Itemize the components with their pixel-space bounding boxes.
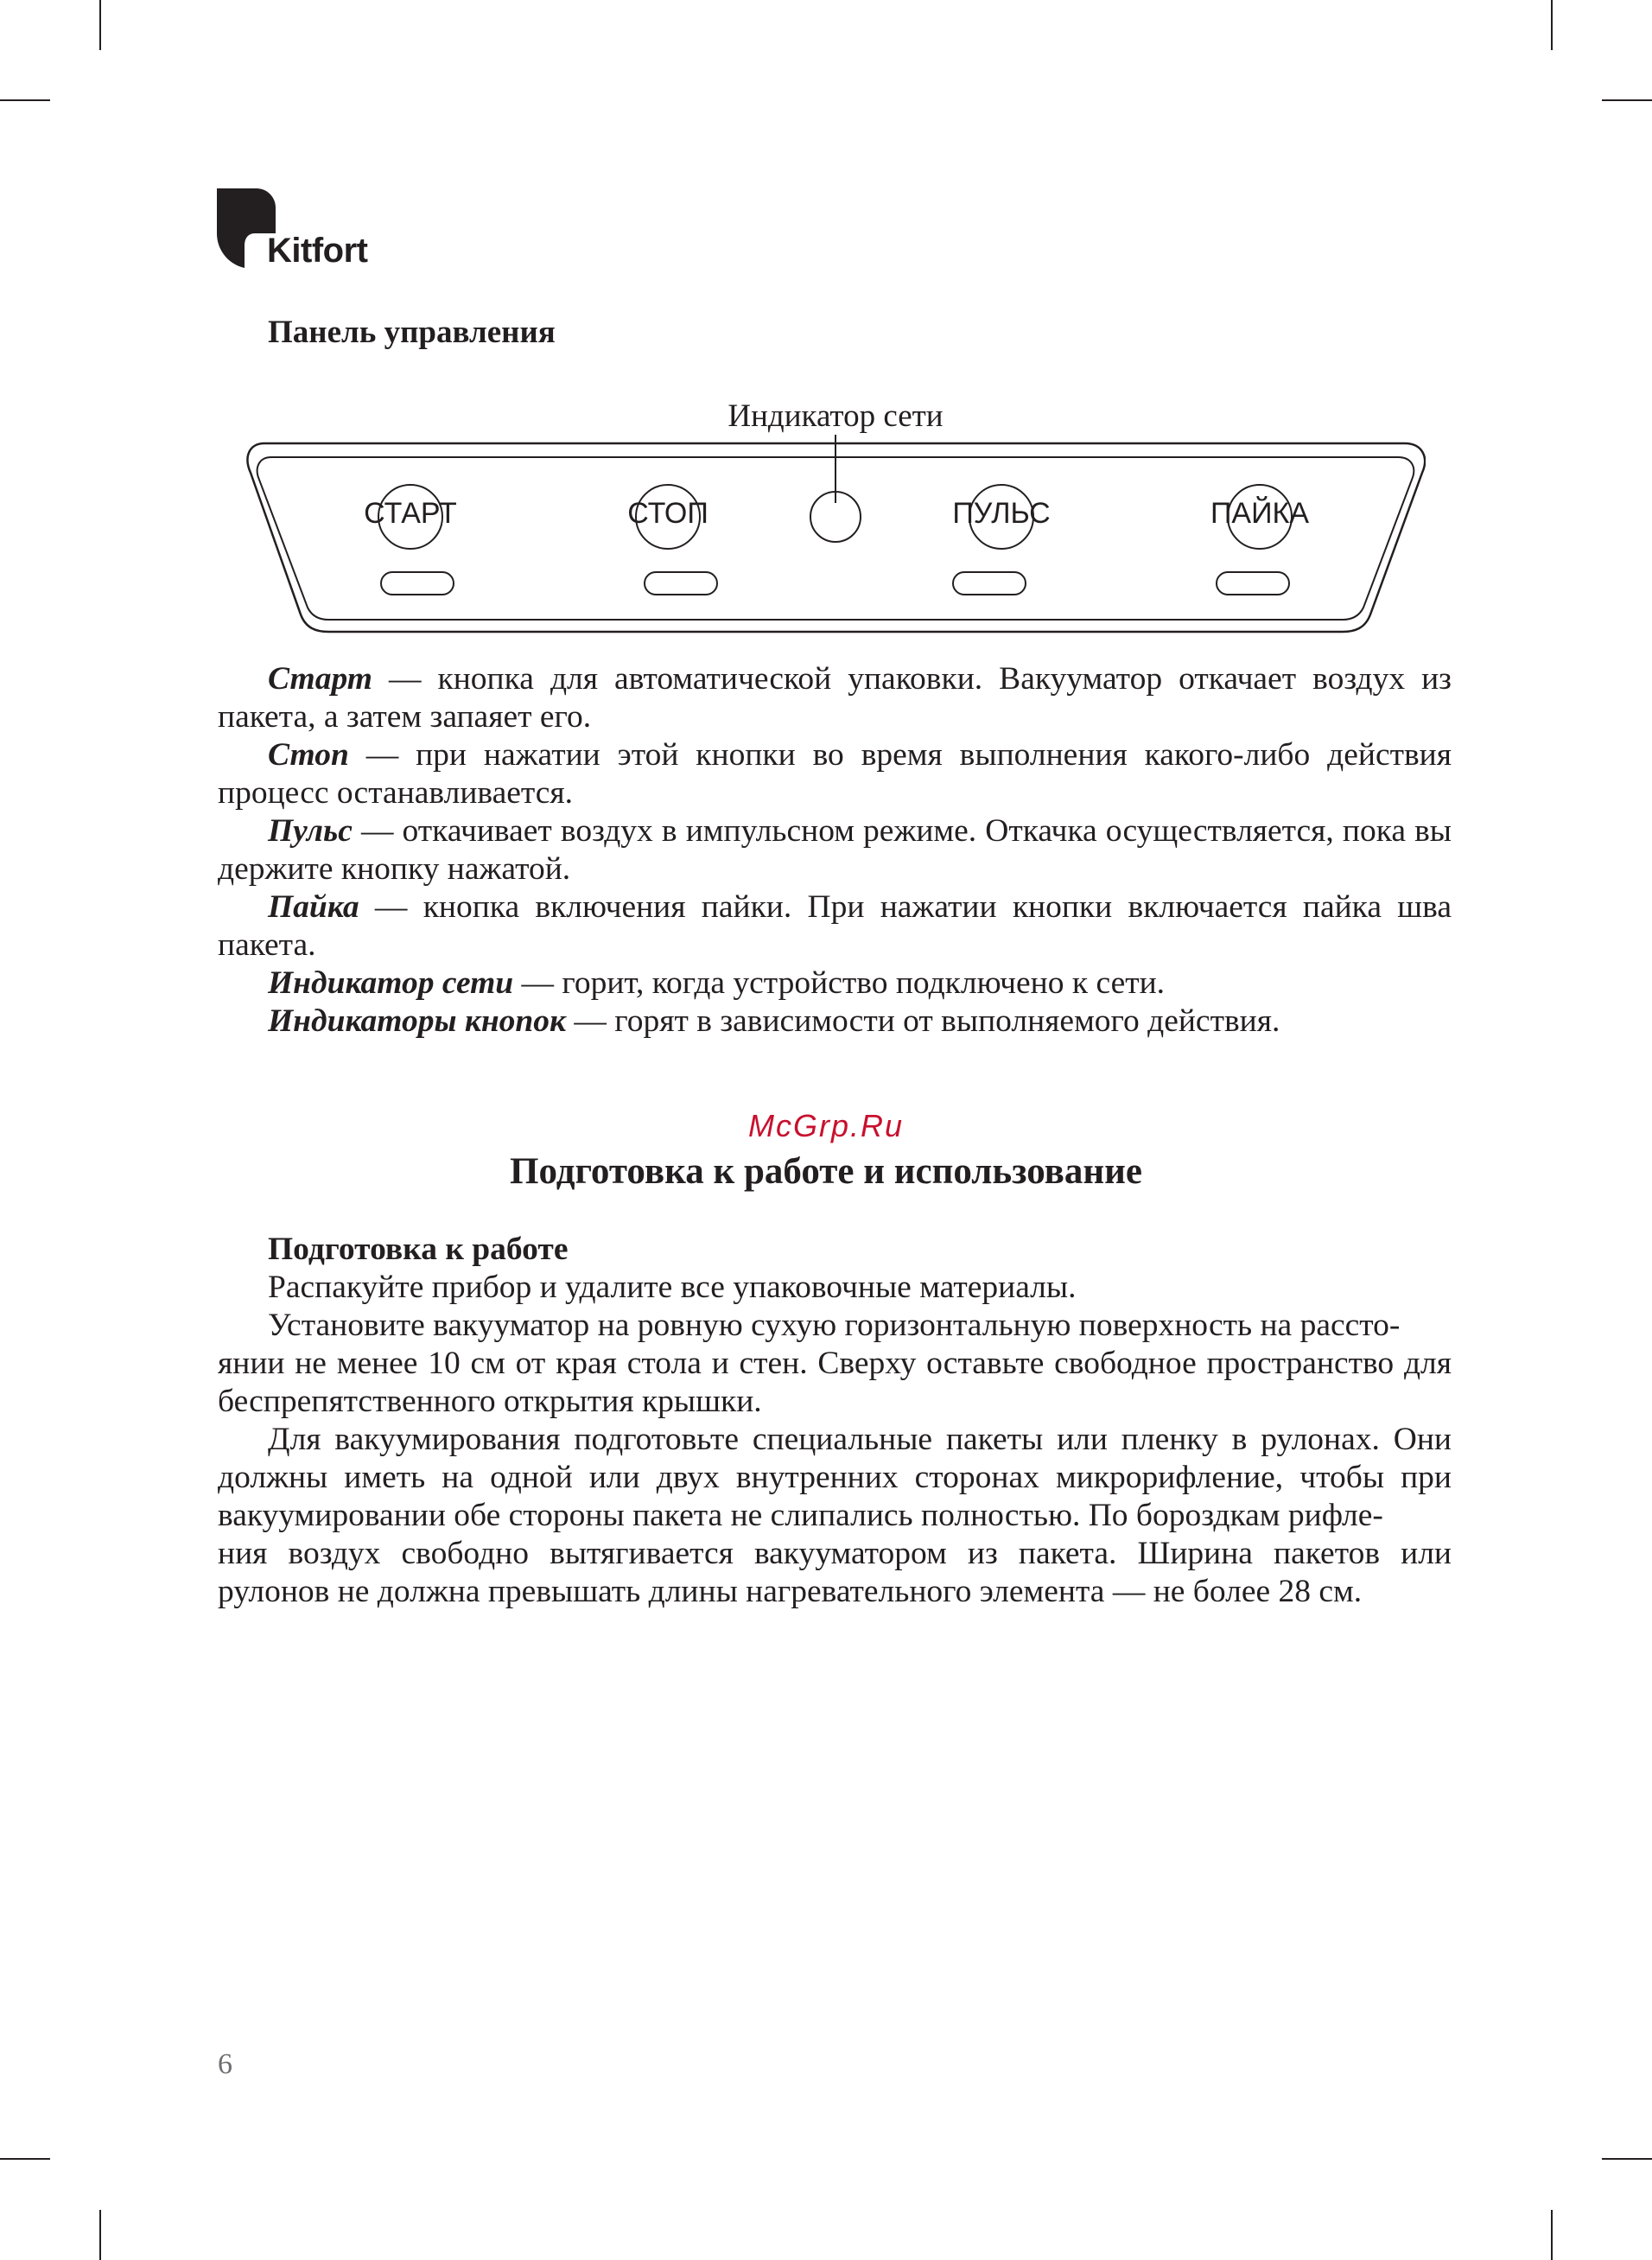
chapter-title: Подготовка к работе и использование — [510, 1151, 1142, 1192]
description-text: — горят в зависимости от выполняемого действия. — [566, 1003, 1280, 1039]
description-button-indicators — [218, 1003, 1452, 1041]
network-indicator-label: Индикатор сети — [728, 398, 944, 434]
paragraph-part: Установите вакууматор на ровную сухую горизонтальную поверхность на рассто - — [268, 1308, 1400, 1343]
description-text: — горит, когда устройство подключено к сети. — [513, 965, 1166, 1001]
description-term: Стоп — [268, 737, 349, 773]
preparation-paragraph-3 — [218, 1421, 1452, 1611]
description-text: — при нажатии этой кнопки во время выполнения какого-либо действия процесс останавливается. — [218, 737, 1452, 811]
description-term: Пульс — [268, 813, 353, 849]
start-button-label: СТАРТ — [364, 497, 457, 530]
paragraph-part: Для вакуумирования подготовьте специальные пакеты или пленку в рулонах. Они должны иметь на одной или двух внутренних сторонах микрорифление, чтобы при вакуумировании обе стороны пакета не слипались полностью. По бороздкам рифле - — [218, 1422, 1452, 1533]
preparation-paragraph-1: Распакуйте прибор и удалите все упаковочные материалы. — [268, 1270, 1077, 1305]
description-stop — [218, 736, 1452, 812]
kitfort-logo — [217, 188, 390, 275]
panel-section-title: Панель управления — [268, 315, 556, 350]
paragraph-part: ния воздух свободно вытягивается вакууматором из пакета. Ширина пакетов или рулонов не должна превышать длины нагревательного элемента — не более 28 см. — [218, 1536, 1452, 1609]
description-text: — кнопка включения пайки. При нажатии кнопки включается пайка шва пакета. — [218, 889, 1452, 963]
description-term: Пайка — [268, 889, 359, 925]
preparation-subtitle: Подготовка к работе — [268, 1232, 569, 1267]
crop-mark — [0, 2158, 50, 2160]
stop-led-icon — [645, 572, 717, 595]
pulse-button-label: ПУЛЬС — [952, 497, 1051, 530]
crop-mark — [99, 0, 101, 50]
control-panel-diagram — [245, 400, 1426, 638]
description-term: Старт — [268, 661, 372, 697]
crop-mark — [1551, 0, 1553, 50]
description-pulse — [218, 812, 1452, 888]
description-term: Индикатор сети — [268, 965, 514, 1001]
description-text: — откачивает воздух в импульсном режиме. Откачка осуществляется, пока вы держите кнопку нажатой. — [218, 813, 1452, 887]
preparation-paragraph-2 — [218, 1307, 1452, 1421]
description-start — [218, 660, 1452, 736]
crop-mark — [0, 99, 50, 101]
pulse-led-icon — [953, 572, 1026, 595]
description-text: — кнопка для автоматической упаковки. Вакууматор откачает воздух из пакета, а затем запаяет его. — [218, 661, 1452, 735]
description-term: Индикаторы кнопок — [268, 1003, 567, 1039]
crop-mark — [1602, 99, 1652, 101]
description-seal — [218, 888, 1452, 964]
logo-brand-text: Kitfort — [267, 232, 368, 270]
button-descriptions — [218, 660, 1452, 1041]
stop-button-label: СТОП — [627, 497, 708, 530]
paragraph-part: янии не менее 10 см от края стола и стен. Сверху оставьте свободное пространство для беспрепятственного открытия крышки. — [218, 1346, 1452, 1419]
watermark-text: McGrp.Ru — [747, 1108, 905, 1143]
crop-mark — [1602, 2158, 1652, 2160]
seal-led-icon — [1217, 572, 1289, 595]
seal-button-label: ПАЙКА — [1210, 497, 1310, 530]
page-number: 6 — [218, 2048, 232, 2080]
preparation-section — [218, 1231, 1452, 1611]
crop-mark — [1551, 2210, 1553, 2260]
description-network-indicator — [218, 964, 1452, 1003]
start-led-icon — [381, 572, 454, 595]
crop-mark — [99, 2210, 101, 2260]
